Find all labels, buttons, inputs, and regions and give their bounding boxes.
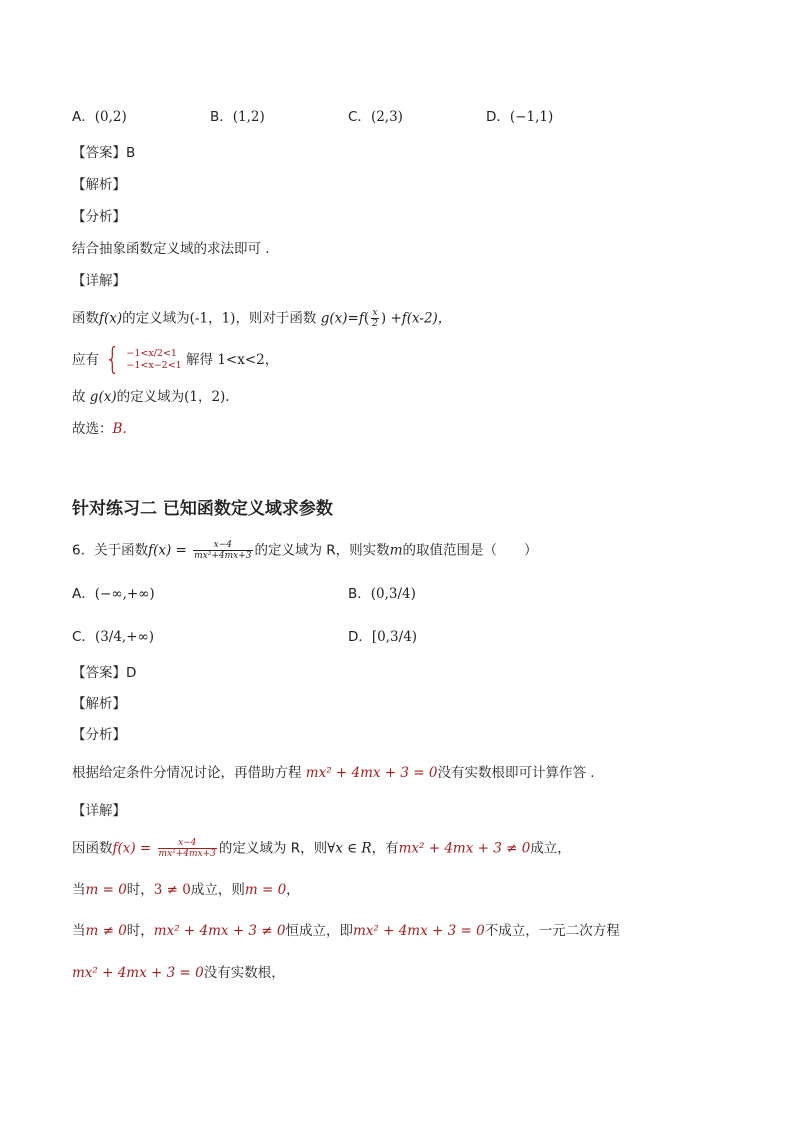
q5-option-b: B．(1,2) (210, 109, 265, 125)
q6-detail-line-2: 当m = 0时，3 ≠ 0成立，则m = 0， (72, 882, 300, 898)
q5-detail-line-2: 应有 { −1<x/2<1 −1<x−2<1 解得 1<x<2， (72, 342, 279, 377)
q5-option-d: D．(−1,1) (486, 109, 554, 125)
section-title: 针对练习二 已知函数定义域求参数 (72, 499, 333, 519)
q6-detail-line-1: 因函数f(x) = $\frac{x-4}{\text{mx²+4mx+3}}$ 的定义域为 R，则∀x ∈ R，有mx² + 4mx + 3 ≠ 0成立， (72, 838, 571, 859)
q5-xiangjie-label: 【详解】 (72, 273, 126, 289)
q6-option-b: B．(0,3/4) (348, 586, 416, 602)
q6-xiangjie-label: 【详解】 (72, 803, 126, 819)
q5-fenxi-label: 【分析】 (72, 209, 126, 225)
q5-detail-line-4: 故选：B. (72, 421, 127, 437)
inequality-system: { −1<x/2<1 −1<x−2<1 (105, 342, 182, 377)
q6-detail-line-3: 当m ≠ 0时，mx² + 4mx + 3 ≠ 0恒成立，即mx² + 4mx + 3 = 0不成立，一元二次方程 (72, 923, 620, 939)
q6-answer: 【答案】D (72, 665, 137, 681)
q5-answer: 【答案】B (72, 145, 136, 161)
q6-option-a: A．(−∞,+∞) (72, 586, 155, 602)
q6-option-c: C．(3/4,+∞) (72, 629, 155, 645)
q6-fenxi-label: 【分析】 (72, 727, 126, 743)
q5-detail-line-1: 函数f(x)的定义域为(-1，1)，则对于函数 g(x)=f( $\frac{x}{2}$ ) +f(x-2)， (72, 308, 452, 329)
q6-option-d: D．[0,3/4) (348, 629, 418, 645)
q5-fenxi-text: 结合抽象函数定义域的求法即可 . (72, 241, 270, 257)
q6-stem-fraction: $\frac{x-4}{\text{mx²+4mx+3}}$ (194, 540, 252, 561)
q5-jiexi-label: 【解析】 (72, 177, 126, 193)
q5-detail-line-3: 故 g(x)的定义域为(1，2). (72, 389, 230, 405)
q6-fenxi-text: 根据给定条件分情况讨论，再借助方程 mx² + 4mx + 3 = 0没有实数根即可计算作答 . (72, 765, 595, 781)
q6-jiexi-label: 【解析】 (72, 696, 126, 712)
q6-stem: 6．关于函数f(x) = $\frac{x-4}{\text{mx²+4mx+3}}$ 的定义域为 R，则实数m的取值范围是（ ） (72, 540, 538, 561)
q6-detail-fraction: $\frac{x-4}{\text{mx²+4mx+3}}$ (158, 838, 216, 859)
q5-option-c: C．(2,3) (348, 109, 403, 125)
fraction-x-over-2: $\frac{x}{2}$ (372, 308, 378, 329)
q5-option-a: A．(0,2) (72, 109, 127, 125)
q6-detail-line-4: mx² + 4mx + 3 = 0没有实数根， (72, 965, 285, 981)
